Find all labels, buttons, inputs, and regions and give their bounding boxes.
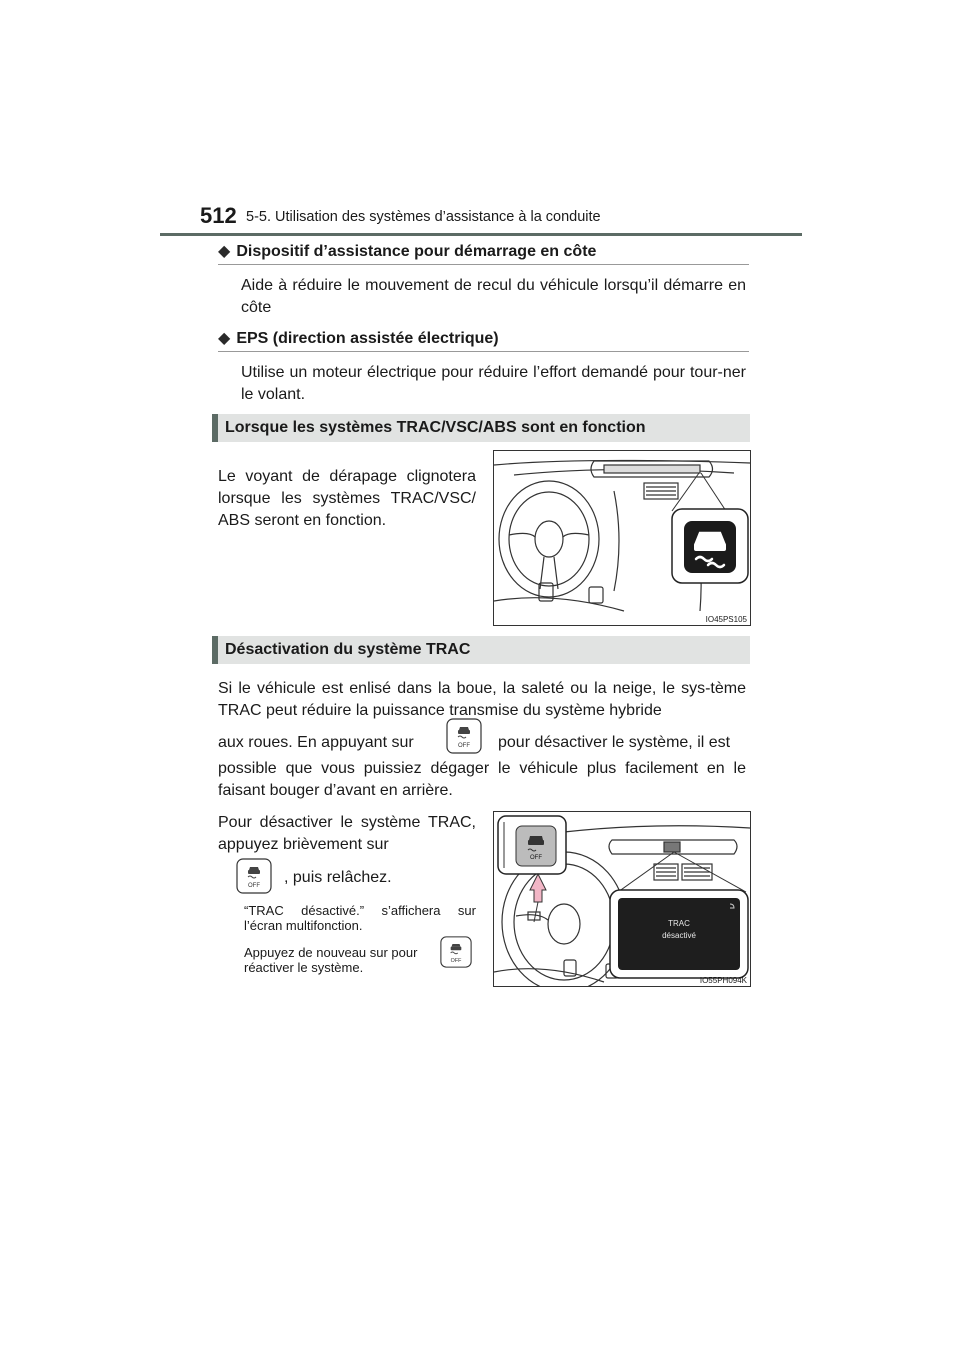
band-title: Désactivation du système TRAC <box>225 641 471 658</box>
figure-code: IO55PH094K <box>699 976 747 985</box>
note-trac-off-display: “TRAC désactivé.” s’affichera sur l’écran multifonction. <box>244 903 476 933</box>
hill-assist-body: Aide à réduire le mouvement de recul du véhicule lorsqu’il démarre en côte <box>241 277 746 316</box>
svg-text:OFF: OFF <box>450 957 462 964</box>
trac-off-para1-d: possible que vous puissiez dégager le véhicule plus facilement en le faisant bouger d’avant en arrière. <box>218 760 746 799</box>
diamond-icon: ◆ <box>218 243 231 260</box>
note-reactivate: Appuyez de nouveau sur pour réactiver le système. <box>244 945 418 975</box>
trac-off-para1-c: pour désactiver le système, il est <box>498 734 731 751</box>
page-number: 512 <box>200 203 237 228</box>
trac-off-illustration <box>493 811 751 987</box>
section-band-trac-off <box>212 636 750 664</box>
section-title-hill-assist <box>218 241 596 261</box>
band-marker <box>212 414 218 442</box>
band-title: Lorsque les systèmes TRAC/VSC/ABS sont en fonction <box>225 419 646 436</box>
figure-code: IO45PS105 <box>705 615 747 624</box>
trac-off-button-drawing <box>440 936 472 968</box>
dashboard-illustration <box>493 450 751 626</box>
svg-text:OFF: OFF <box>248 883 260 889</box>
section-rule <box>218 351 749 352</box>
svg-text:OFF: OFF <box>530 855 542 861</box>
section-rule <box>218 264 749 265</box>
svg-text:OFF: OFF <box>458 743 470 749</box>
svg-text:TRAC: TRAC <box>668 919 690 928</box>
trac-off-para1-a: Si le véhicule est enlisé dans la boue, la saleté ou la neige, le sys-tème TRAC peut réduire la puissance transmise du système hybride <box>218 680 746 719</box>
eps-body: Utilise un moteur électrique pour réduire l’effort demandé pour tour-ner le volant. <box>241 364 746 403</box>
trac-off-para1-b: aux roues. En appuyant sur <box>218 734 414 751</box>
header-rule <box>160 233 802 236</box>
section-title-eps <box>218 328 499 348</box>
eps-title-text: EPS (direction assistée électrique) <box>236 330 499 347</box>
trac-off-para2-b: , puis relâchez. <box>284 869 392 886</box>
trac-active-body: Le voyant de dérapage clignotera lorsque les systèmes TRAC/VSC/ ABS seront en fonction. <box>218 468 476 529</box>
trac-off-drawing <box>494 812 750 986</box>
dashboard-drawing <box>494 451 750 625</box>
svg-text:désactivé: désactivé <box>662 931 696 940</box>
chapter-title: 5-5. Utilisation des systèmes d’assistance à la conduite <box>246 209 601 225</box>
trac-off-button-drawing <box>236 858 272 894</box>
trac-off-button-icon <box>236 858 272 894</box>
band-marker <box>212 636 218 664</box>
trac-off-para2-a: Pour désactiver le système TRAC, appuyez brièvement sur <box>218 814 476 853</box>
trac-off-button-drawing <box>446 718 482 754</box>
section-band-trac-active <box>212 414 750 442</box>
trac-off-button-icon <box>446 718 482 754</box>
trac-off-button-icon <box>440 936 472 968</box>
hill-assist-title-text: Dispositif d’assistance pour démarrage en côte <box>236 243 597 260</box>
diamond-icon: ◆ <box>218 330 231 347</box>
